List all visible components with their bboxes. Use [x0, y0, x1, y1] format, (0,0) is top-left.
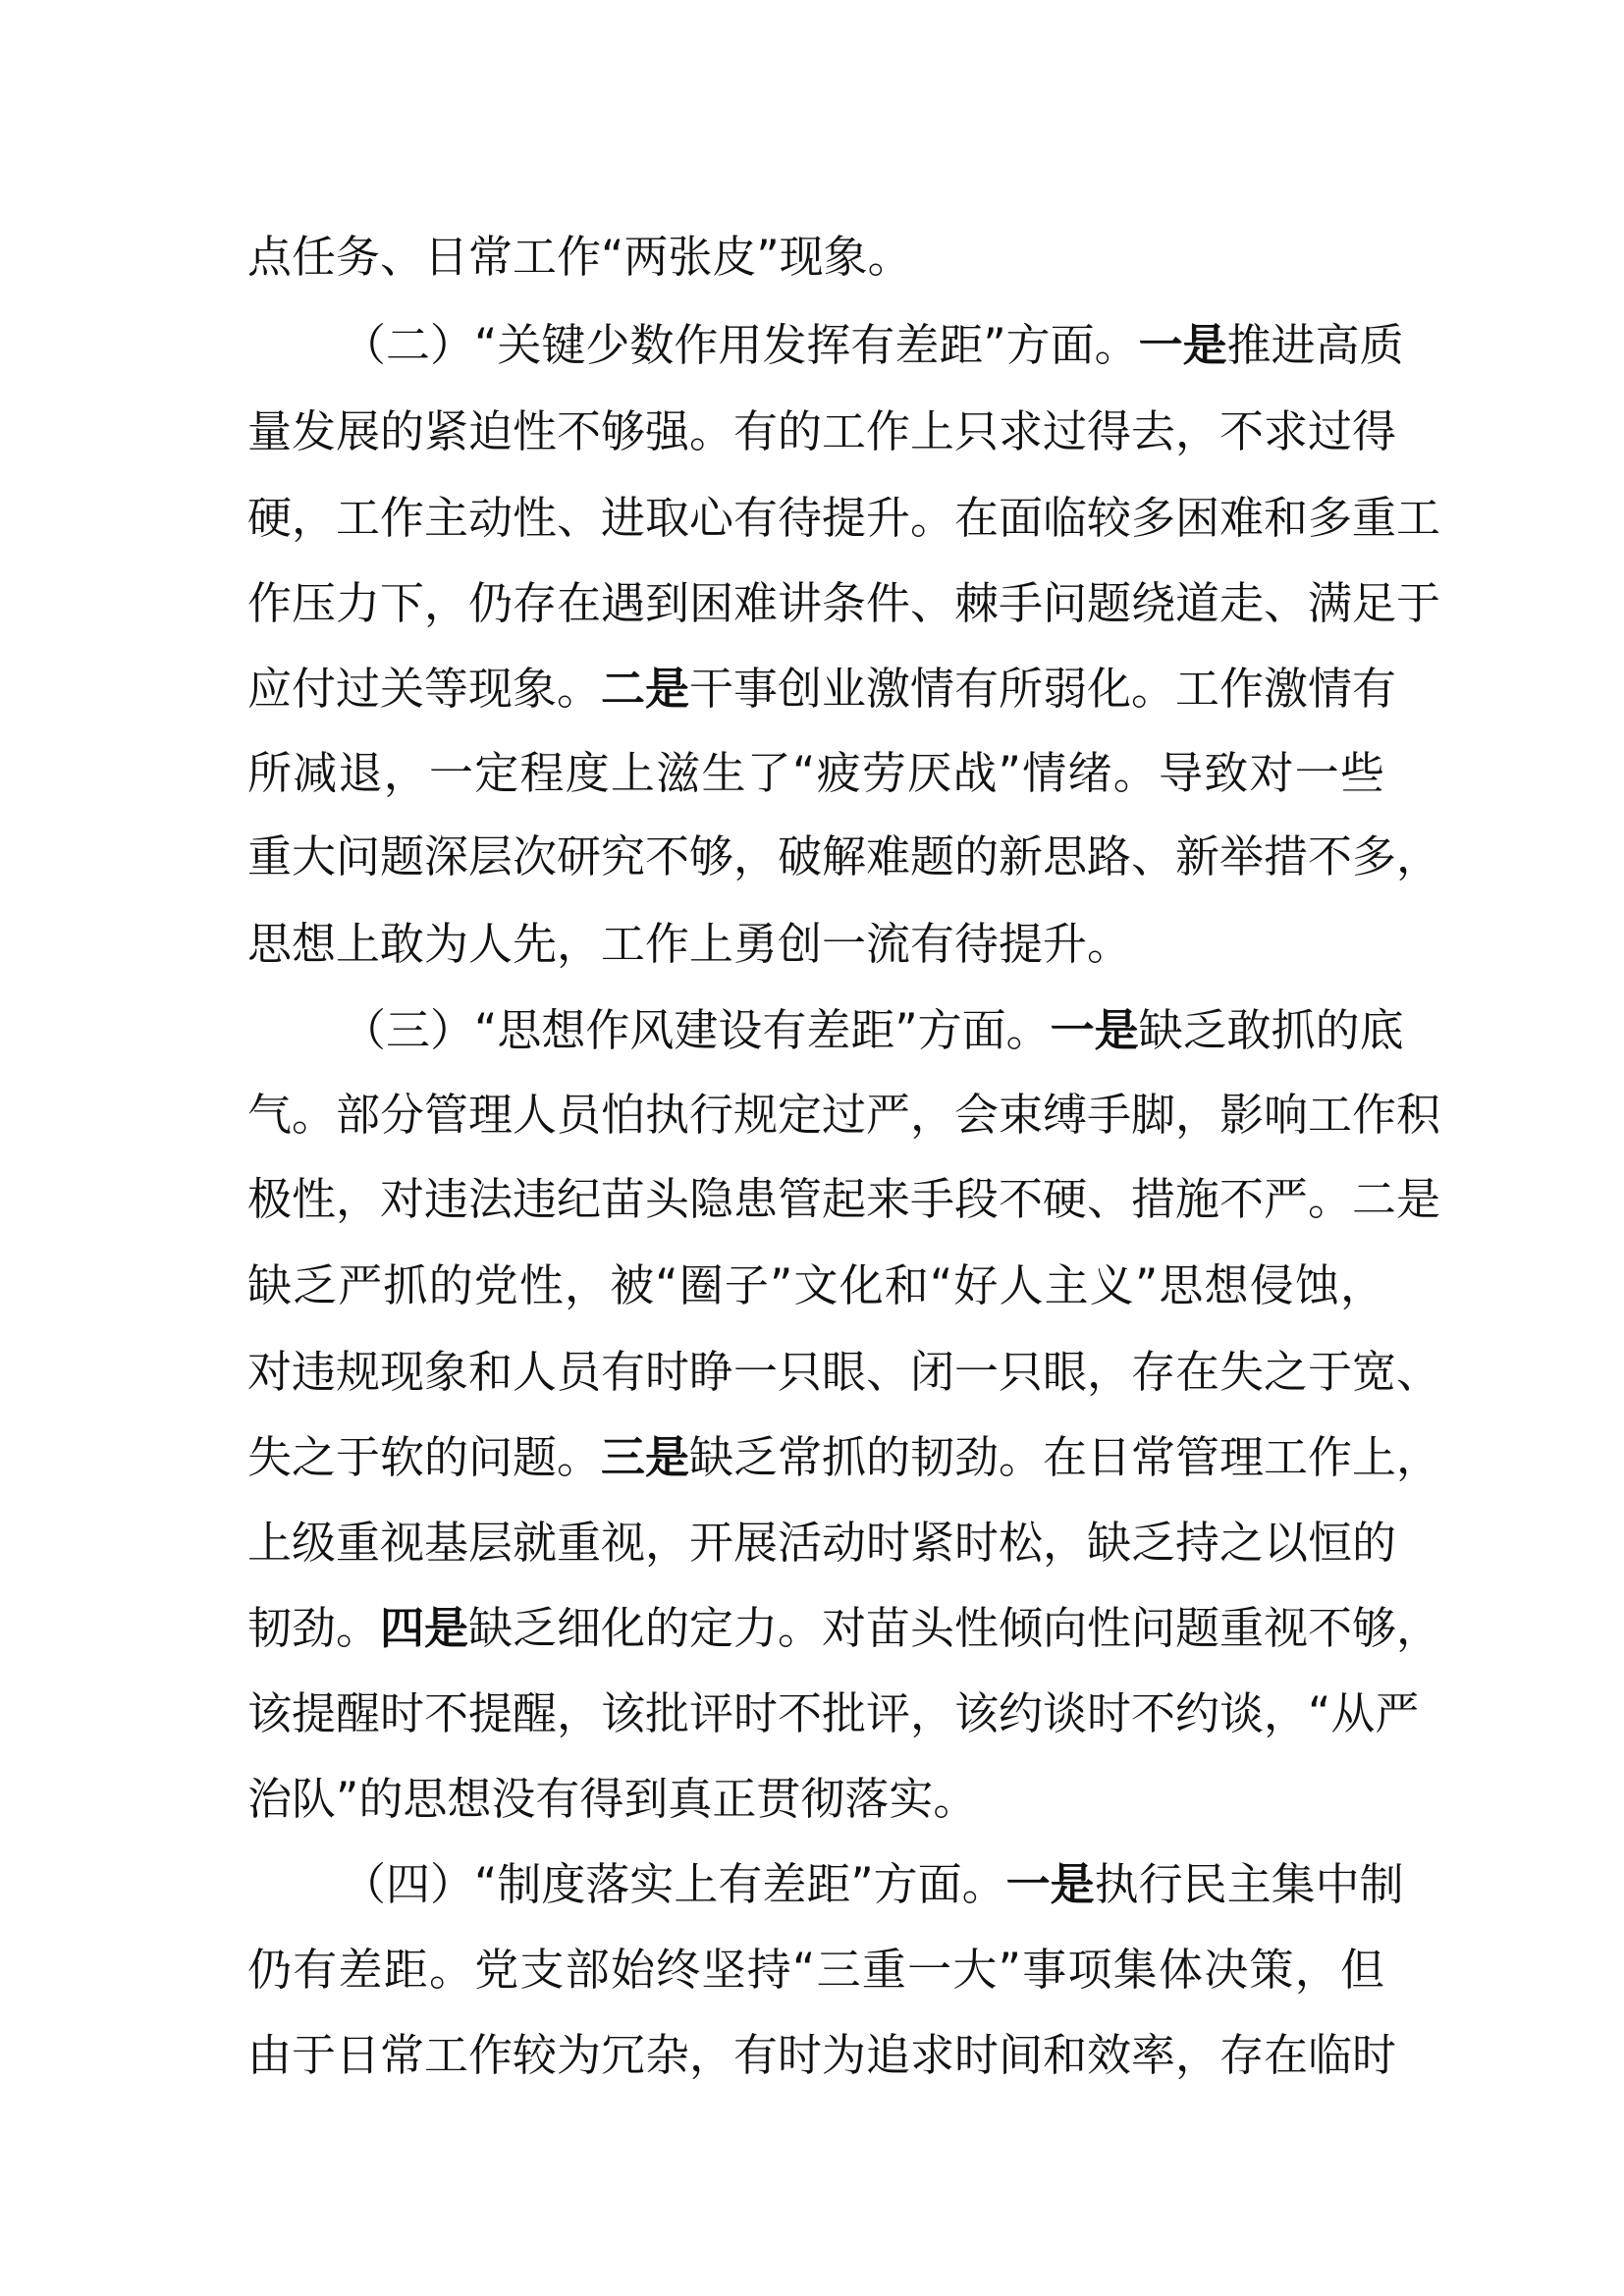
text-segment: 缺乏常抓的韧劲。在日常管理工作上， — [689, 1431, 1441, 1483]
text-segment: 重大问题深层次研究不够，破解难题的新思路、新举措不多， — [247, 830, 1441, 882]
text-line — [247, 1086, 1441, 1145]
text-line — [247, 574, 1441, 633]
text-segment: 上级重视基层就重视，开展活动时紧时松，缺乏持之以恒的 — [247, 1517, 1397, 1569]
text-segment: 硬，工作主动性、进取心有待提升。在面临较多困难和多重工 — [247, 492, 1441, 544]
text-line — [247, 1770, 1384, 1829]
text-segment: 对违规现象和人员有时睁一只眼、闭一只眼，存在失之于宽、 — [247, 1346, 1441, 1398]
paragraph-heading-line — [342, 1855, 1404, 1914]
text-segment: 气。部分管理人员怕执行规定过严，会束缚手脚，影响工作积 — [247, 1089, 1441, 1141]
text-line — [247, 1170, 1441, 1229]
text-segment: 由于日常工作较为冗杂，有时为追求时间和效率，存在临时 — [247, 2029, 1397, 2081]
text-segment: 失之于软的问题。 — [247, 1431, 602, 1483]
text-line — [247, 1343, 1441, 1402]
text-line — [247, 660, 1397, 719]
text-line — [247, 1256, 1384, 1315]
text-segment: 量发展的紧迫性不够强。有的工作上只求过得去，不求过得 — [247, 405, 1397, 457]
bold-keyword: 三是 — [601, 1431, 690, 1483]
paragraph-heading-line — [342, 316, 1404, 375]
text-line — [247, 228, 1384, 287]
text-segment: 治队”的思想没有得到真正贯彻落实。 — [247, 1773, 978, 1825]
text-line — [247, 489, 1441, 548]
text-line — [247, 915, 1384, 974]
text-line — [247, 1514, 1397, 1573]
text-segment: 该提醒时不提醒，该批评时不批评，该约谈时不约谈，“从严 — [247, 1687, 1420, 1739]
text-segment: 韧劲。 — [247, 1602, 381, 1654]
bold-keyword: 四是 — [380, 1602, 469, 1654]
text-segment: 推进高质 — [1226, 319, 1404, 371]
text-segment: 思想上敢为人先，工作上勇创一流有待提升。 — [247, 918, 1132, 970]
text-segment: 缺乏严抓的党性，被“圈子”文化和“好人主义”思想侵蚀， — [247, 1259, 1384, 1311]
text-segment: 缺乏细化的定力。对苗头性倾向性问题重视不够， — [468, 1602, 1441, 1654]
text-segment: 点任务、日常工作“两张皮”现象。 — [247, 231, 912, 283]
paragraph-heading-line — [342, 1001, 1404, 1060]
bold-keyword: 二是 — [601, 663, 690, 715]
text-segment: 作压力下，仍存在遇到困难讲条件、棘手问题绕道走、满足于 — [247, 577, 1441, 629]
text-segment: 极性，对违法违纪苗头隐患管起来手段不硬、措施不严。二是 — [247, 1173, 1441, 1225]
text-line — [247, 1599, 1441, 1658]
text-segment: （三）“思想作风建设有差距”方面。 — [342, 1004, 1051, 1056]
bold-keyword: 一是 — [1005, 1858, 1095, 1910]
text-line — [247, 1428, 1441, 1487]
text-segment: 干事创业激情有所弱化。工作激情有 — [689, 663, 1397, 715]
text-line — [247, 2026, 1397, 2085]
text-segment: （四）“制度落实上有差距”方面。 — [342, 1858, 1006, 1910]
bold-keyword: 一是 — [1050, 1004, 1139, 1056]
text-line — [247, 402, 1397, 461]
text-segment: 应付过关等现象。 — [247, 663, 602, 715]
text-segment: 缺乏敢抓的底 — [1138, 1004, 1404, 1056]
text-segment: 所减退，一定程度上滋生了“疲劳厌战”情绪。导致对一些 — [247, 747, 1384, 799]
text-line — [247, 1684, 1420, 1743]
text-segment: （二）“关键少数作用发挥有差距”方面。 — [342, 319, 1139, 371]
text-line — [247, 744, 1384, 803]
text-segment: 执行民主集中制 — [1094, 1858, 1404, 1910]
text-line — [247, 828, 1441, 886]
text-segment: 仍有差距。党支部始终坚持“三重一大”事项集体决策，但 — [247, 1944, 1384, 1996]
text-line — [247, 1941, 1384, 2000]
bold-keyword: 一是 — [1138, 319, 1227, 371]
